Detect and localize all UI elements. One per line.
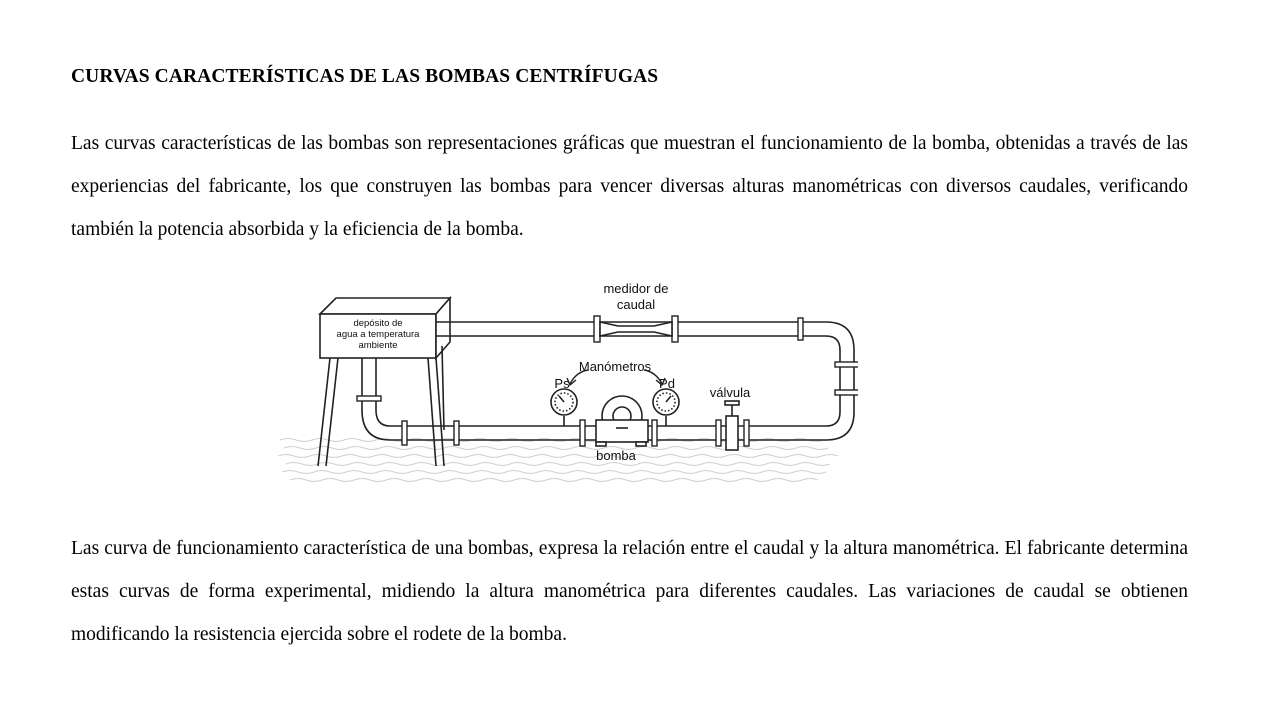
pump — [596, 396, 648, 446]
pump-test-rig-diagram — [278, 270, 858, 485]
page-title: CURVAS CARACTERÍSTICAS DE LAS BOMBAS CENTRÍFUGAS — [71, 66, 659, 87]
valve-label: válvula — [709, 385, 751, 400]
tank-label-line2: agua a temperatura — [336, 329, 420, 340]
pd-label: Pd — [659, 376, 675, 391]
ps-label: Ps — [554, 376, 570, 391]
intro-paragraph: Las curvas características de las bombas son representaciones gráficas que muestran el funcionamiento de la bomba, obtenidas a través de las experiencias del fabricante, los que construyen las bombas para vencer diversas alturas manométricas con diversos caudales, verificando también la potencia absorbida y la eficiencia de la bomba. — [71, 133, 1188, 240]
pump-label: bomba — [596, 448, 636, 463]
tank-label-line3: ambiente — [358, 340, 398, 351]
valve — [725, 401, 739, 450]
suction-gauge — [551, 389, 577, 426]
water-texture — [278, 439, 838, 482]
flowmeter-label-line2: caudal — [616, 297, 656, 312]
flowmeter — [600, 322, 672, 336]
curve-description-paragraph: Las curva de funcionamiento característica de una bombas, expresa la relación entre el caudal y la altura manométrica. El fabricante determina estas curvas de forma experimental, midiendo la altura manométrica para diferentes caudales. Las variaciones de caudal se obtienen modificando la resistencia ejercida sobre el rodete de la bomba. — [71, 538, 1188, 645]
manometers-label: Manómetros — [578, 359, 652, 374]
tank-label-line1: depósito de — [353, 318, 403, 329]
flowmeter-label-line1: medidor de — [603, 281, 669, 296]
